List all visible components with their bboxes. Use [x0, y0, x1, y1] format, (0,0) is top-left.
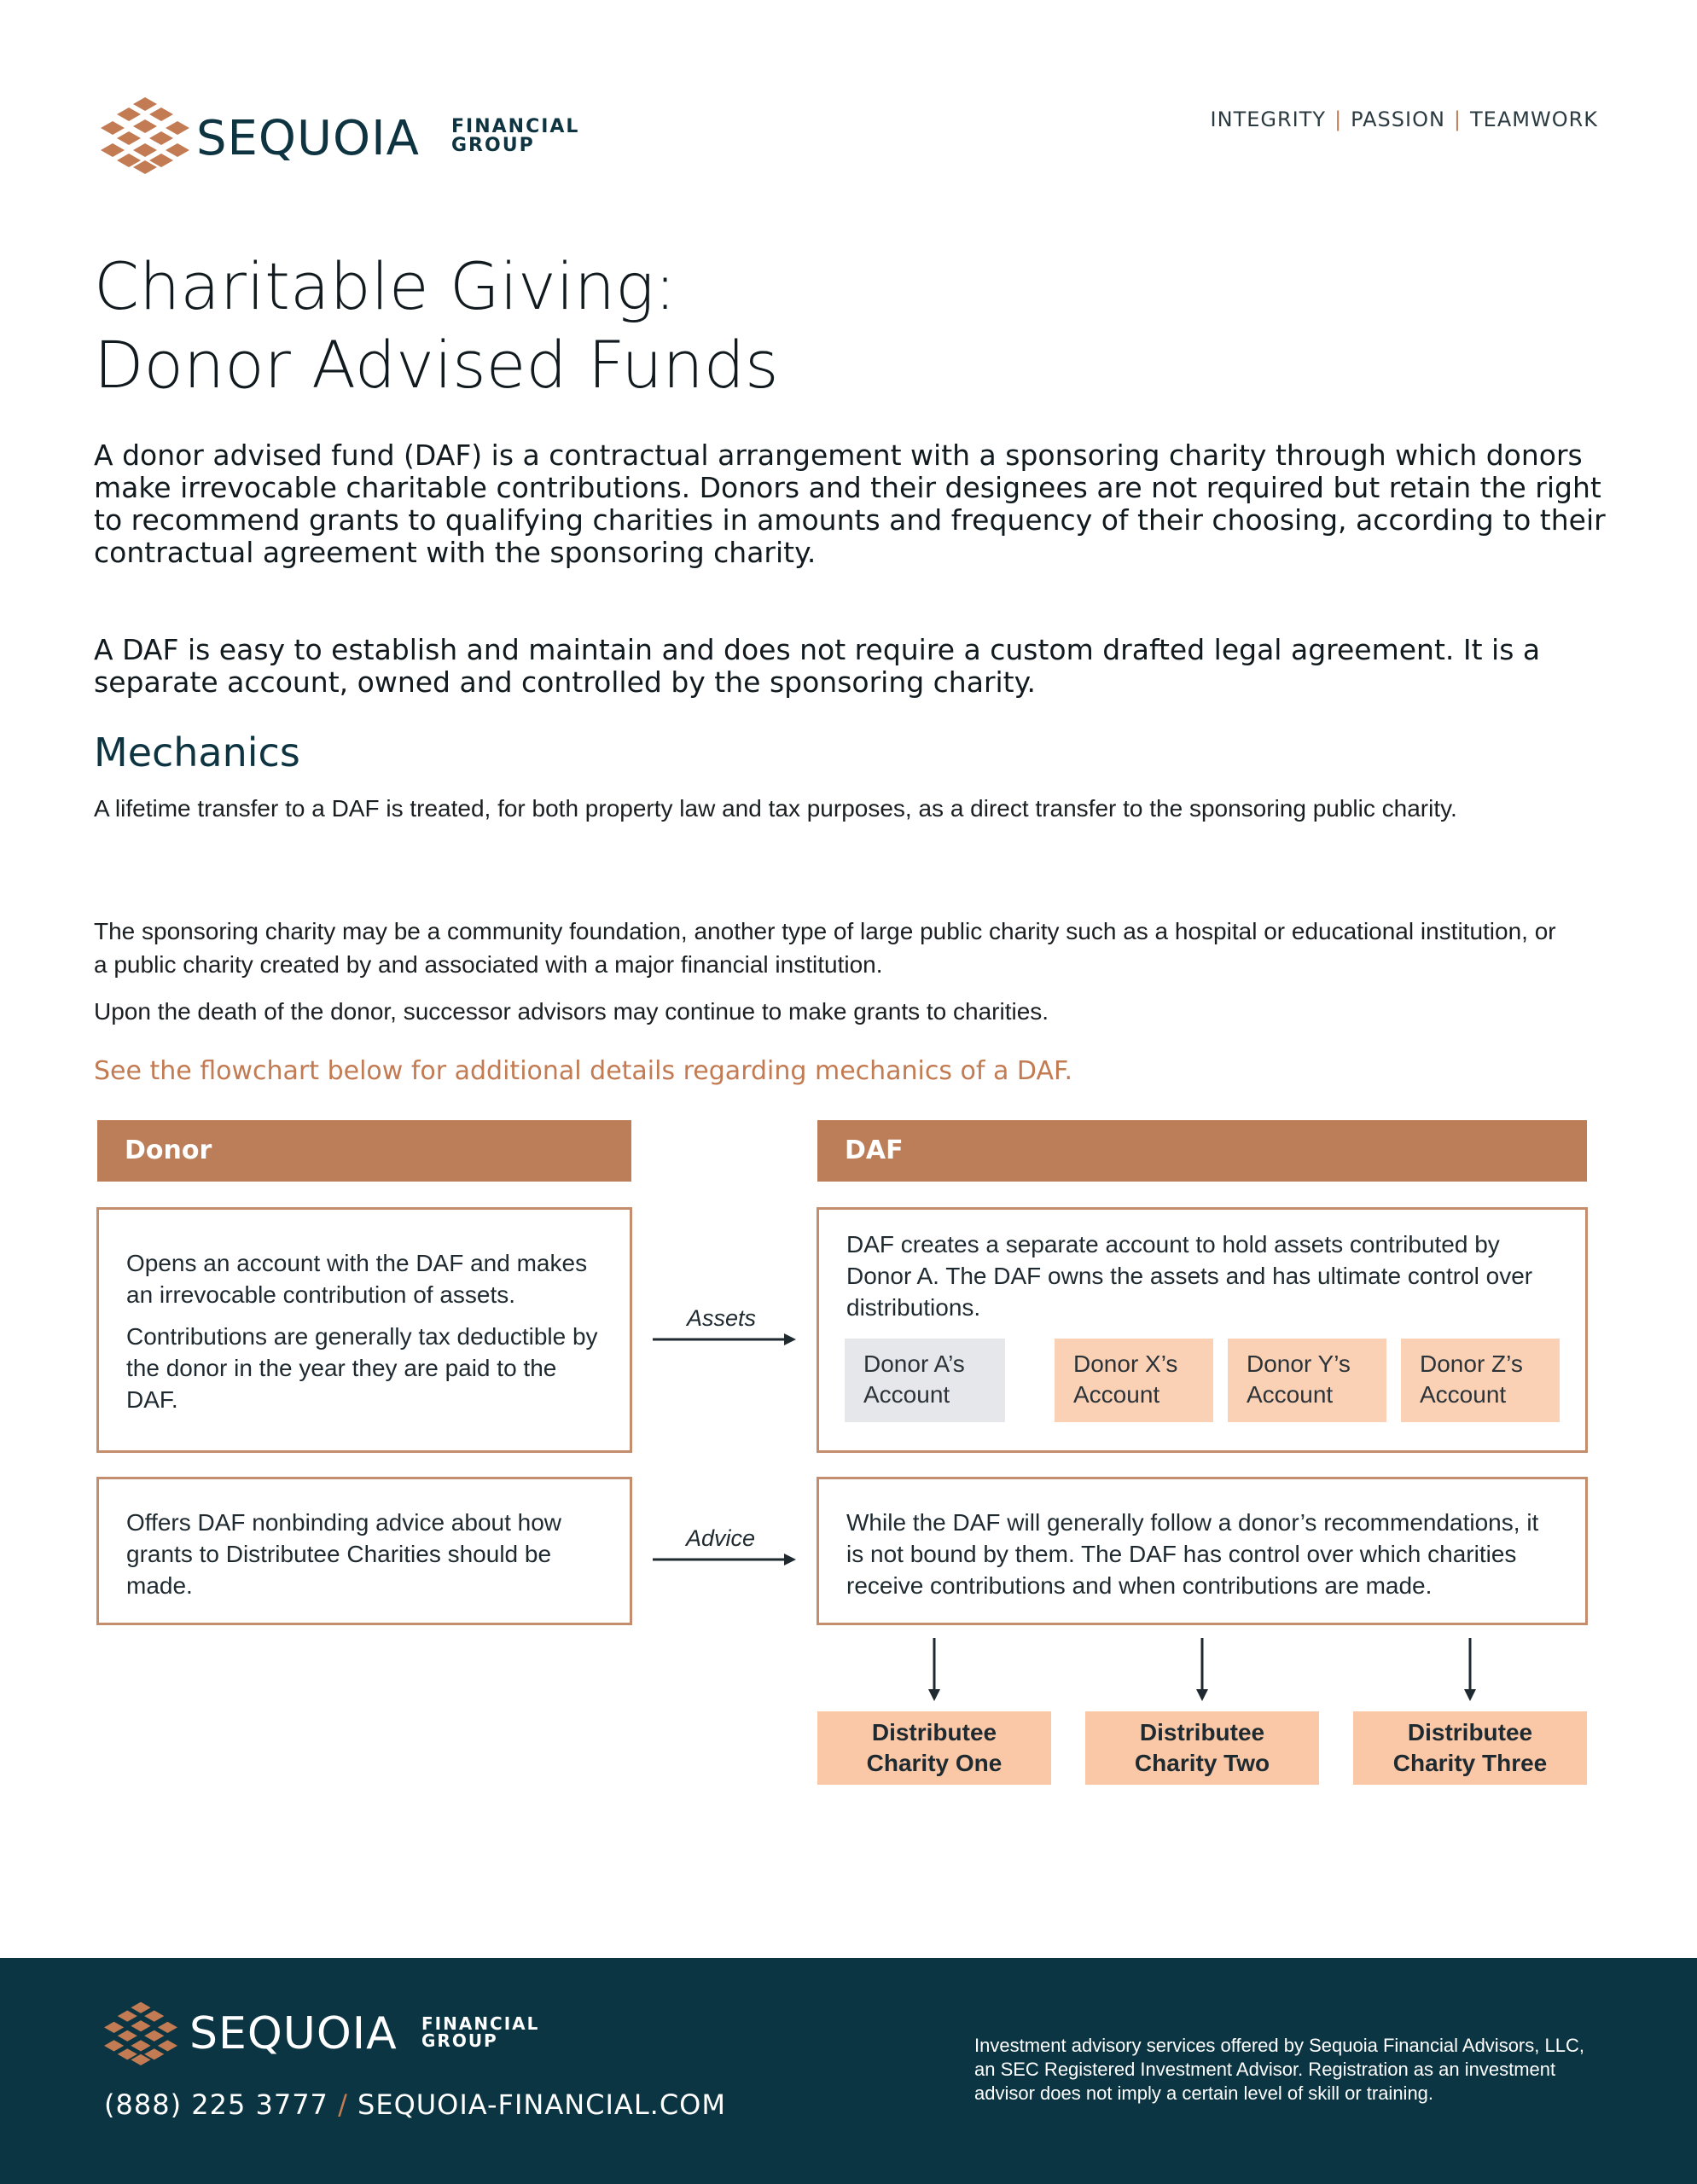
donor-tax-text: Contributions are generally tax deductible by the donor in the year they are paid to the DAF.: [126, 1323, 598, 1413]
distributee-charity-two: [1085, 1711, 1319, 1785]
advice-arrow-label: Advice: [686, 1525, 756, 1551]
account-donor-y-line1: Donor Y’s: [1247, 1350, 1351, 1377]
mechanics-heading: Mechanics: [94, 729, 300, 775]
donor-contribution-box: [96, 1207, 632, 1453]
page-title: [94, 247, 779, 404]
tagline: [1211, 107, 1598, 131]
flowchart-callout: See the flowchart below for additional details regarding mechanics of a DAF.: [94, 1056, 1072, 1086]
account-donor-z-line1: Donor Z’s: [1420, 1350, 1523, 1377]
sequoia-diamond-icon: [101, 96, 189, 174]
tagline-separator: |: [1453, 107, 1462, 131]
assets-arrow-icon: [651, 1331, 798, 1348]
account-donor-z: [1401, 1339, 1560, 1422]
distributee-charity-one: [817, 1711, 1051, 1785]
footer-logo-sub-financial: FINANCIAL: [421, 2013, 540, 2034]
footer-contact: [104, 2088, 726, 2121]
footer-website-link[interactable]: SEQUOIA-FINANCIAL.COM: [357, 2088, 726, 2121]
footer-phone[interactable]: (888) 225 3777: [104, 2088, 328, 2121]
donor-advice-box: [96, 1477, 632, 1625]
daf-control-box: [817, 1477, 1588, 1625]
donor-advice-text: Offers DAF nonbinding advice about how grants to Distributee Charities should be made.: [126, 1509, 562, 1599]
daf-control-text: While the DAF will generally follow a donor’s recommendations, it is not bound by them. The DAF has control over which charities receive contributions and when contributions are made.: [846, 1509, 1539, 1599]
header-logo: [101, 96, 596, 174]
account-donor-a-line2: Account: [863, 1381, 950, 1408]
distributee-one-line1: Distributee: [871, 1719, 997, 1745]
intro-paragraph-2: A DAF is easy to establish and maintain and does not require a custom drafted legal agreement. It is a separate account, owned and controlled by the sponsoring charity.: [94, 633, 1541, 699]
daf-account-text: DAF creates a separate account to hold assets contributed by Donor A. The DAF owns the assets and has ultimate control over distributions.: [846, 1231, 1533, 1321]
footer-logo-sub-group: GROUP: [421, 2030, 498, 2051]
footer-separator: /: [338, 2088, 348, 2121]
account-donor-y: [1228, 1339, 1386, 1422]
account-donor-x-line2: Account: [1073, 1381, 1160, 1408]
mechanics-paragraph-2: The sponsoring charity may be a community foundation, another type of large public charity such as a hospital or educational institution, or a public charity created by and associated with a major financial institution.: [94, 918, 1556, 978]
logo-wordmark: SEQUOIA: [196, 111, 420, 166]
footer-logo: [104, 1996, 582, 2073]
page-title-line1: Charitable Giving:: [94, 248, 677, 324]
distributee-two-line2: Charity Two: [1134, 1750, 1270, 1776]
logo-sub-financial: FINANCIAL: [451, 116, 580, 137]
account-donor-a-line1: Donor A’s: [863, 1350, 965, 1377]
tagline-teamwork: TEAMWORK: [1470, 107, 1598, 131]
advice-arrow-icon: [651, 1551, 798, 1568]
account-donor-x: [1055, 1339, 1213, 1422]
logo-sub-group: GROUP: [451, 135, 535, 156]
account-donor-x-line1: Donor X’s: [1073, 1350, 1178, 1377]
distributee-three-line2: Charity Three: [1392, 1750, 1548, 1776]
account-donor-z-line2: Account: [1420, 1381, 1507, 1408]
tagline-passion: PASSION: [1351, 107, 1445, 131]
donor-contribution-text: Opens an account with the DAF and makes an irrevocable contribution of assets.: [126, 1250, 588, 1308]
mechanics-paragraph-3: Upon the death of the donor, successor advisors may continue to make grants to charities.: [94, 998, 1049, 1025]
donor-column-header: Donor: [97, 1120, 631, 1182]
account-donor-a: [845, 1339, 1005, 1422]
mechanics-paragraph-1: A lifetime transfer to a DAF is treated, for both property law and tax purposes, as a direct transfer to the sponsoring public charity.: [94, 795, 1457, 822]
distributee-three-line1: Distributee: [1407, 1719, 1533, 1745]
daf-column-header: DAF: [817, 1120, 1587, 1182]
tagline-separator: |: [1334, 107, 1343, 131]
sequoia-diamond-icon: [104, 2000, 177, 2066]
assets-arrow-label: Assets: [687, 1305, 757, 1331]
footer-logo-wordmark: SEQUOIA: [189, 2008, 398, 2059]
down-arrow-icon-one: [926, 1636, 943, 1705]
down-arrow-icon-three: [1462, 1636, 1479, 1705]
footer-disclaimer: Investment advisory services offered by Sequoia Financial Advisors, LLC, an SEC Registered Investment Advisor. Registration as an investment advisor does not imply a certain level of skill or training.: [974, 2035, 1584, 2104]
account-donor-y-line2: Account: [1247, 1381, 1334, 1408]
page-title-line2: Donor Advised Funds: [94, 327, 779, 403]
distributee-charity-three: [1353, 1711, 1587, 1785]
tagline-integrity: INTEGRITY: [1210, 107, 1327, 131]
intro-paragraph-1: A donor advised fund (DAF) is a contractual arrangement with a sponsoring charity through which donors make irrevocable charitable contributions. Donors and their designees are not required but retain the right to recommend grants to qualifying charities in amounts and frequency of their choosing, according to their contractual agreement with the sponsoring charity.: [94, 439, 1606, 569]
distributee-one-line2: Charity One: [866, 1750, 1003, 1776]
distributee-two-line1: Distributee: [1139, 1719, 1265, 1745]
down-arrow-icon-two: [1194, 1636, 1211, 1705]
